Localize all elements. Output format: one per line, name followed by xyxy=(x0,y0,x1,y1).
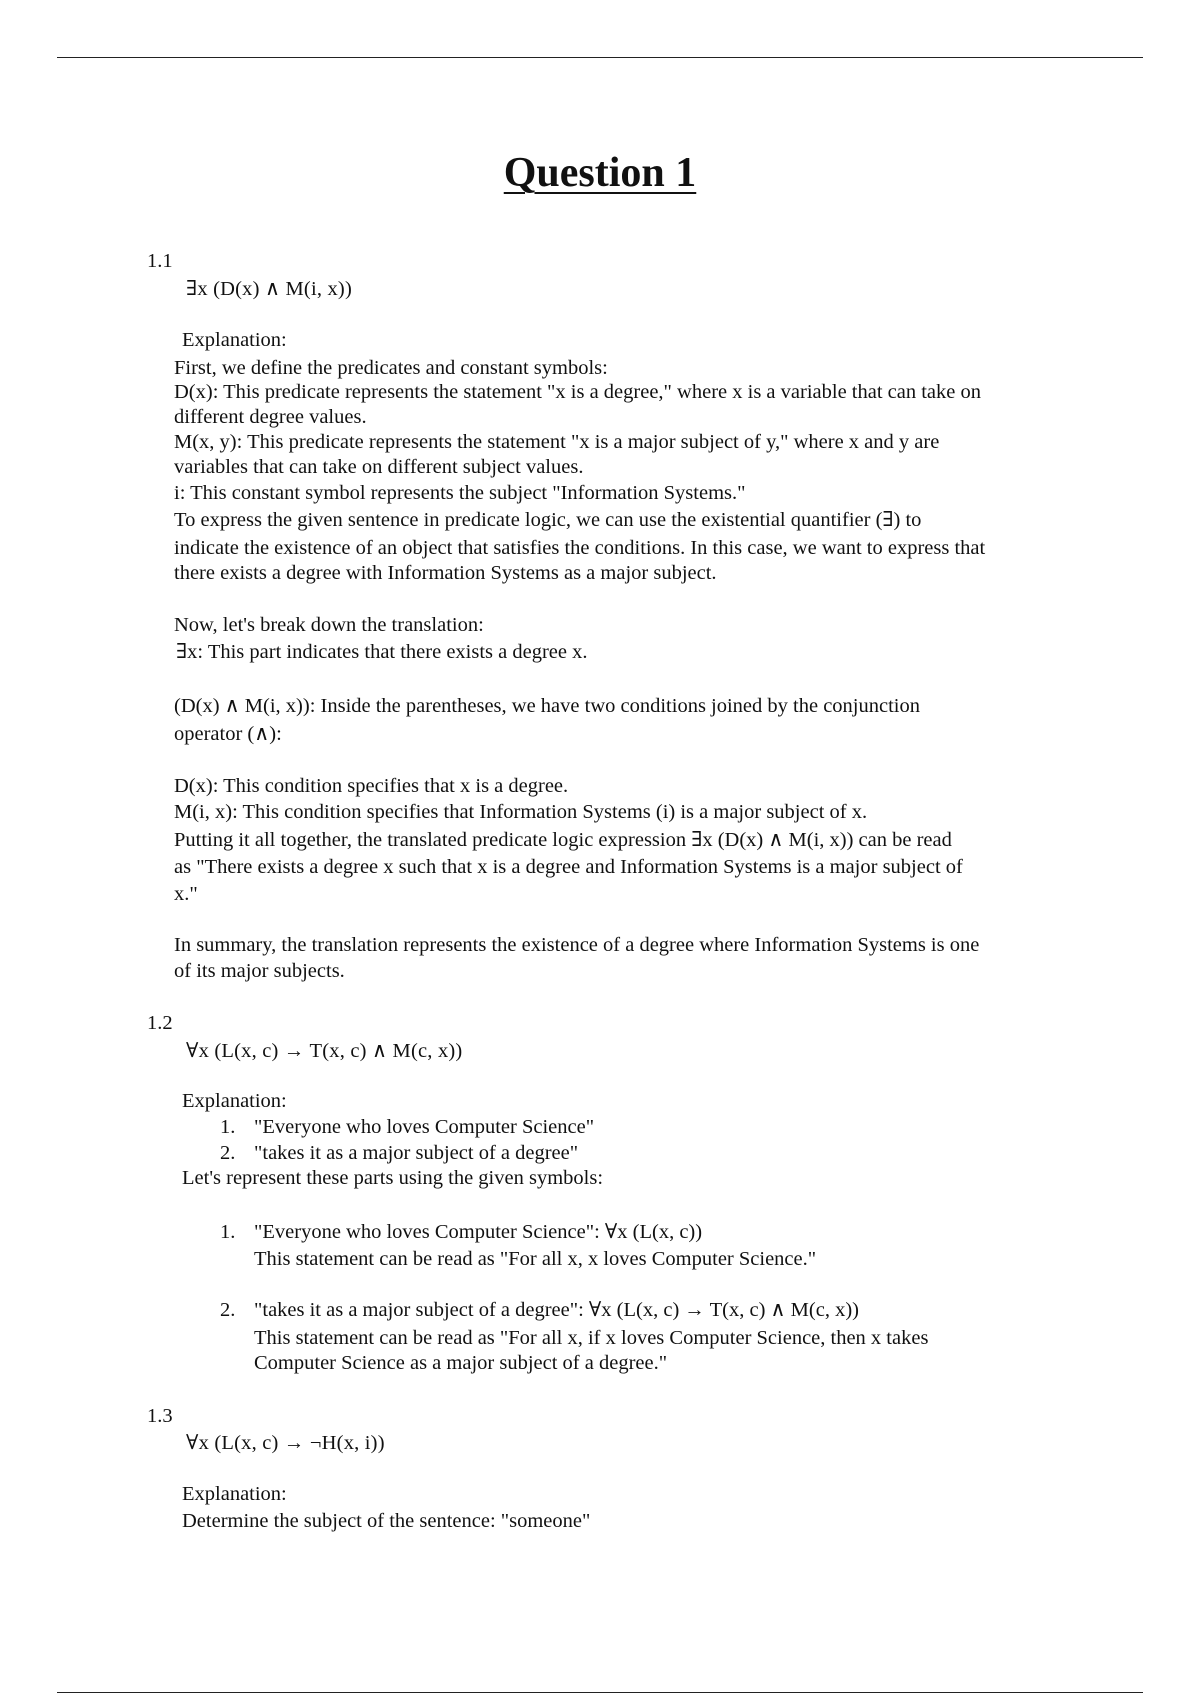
explanation-line: Determine the subject of the sentence: "someone" xyxy=(182,1510,591,1532)
question-number-1-1: 1.1 xyxy=(147,250,173,272)
explanation-line: In summary, the translation represents the existence of a degree where Information Systems is one xyxy=(174,934,980,956)
formula-1-2: ∀x (L(x, c) → T(x, c) ∧ M(c, x)) xyxy=(186,1040,463,1062)
explanation-line: there exists a degree with Information Systems as a major subject. xyxy=(174,562,717,584)
explanation-line: M(i, x): This condition specifies that Information Systems (i) is a major subject of x. xyxy=(174,801,868,823)
list-item: "takes it as a major subject of a degree" xyxy=(254,1142,579,1164)
list-item: "Everyone who loves Computer Science" xyxy=(254,1116,595,1138)
header-rule xyxy=(57,57,1143,58)
explanation-line: D(x): This condition specifies that x is a degree. xyxy=(174,775,569,797)
list-number: 2. xyxy=(220,1142,236,1164)
explanation-line: as "There exists a degree x such that x is a degree and Information Systems is a major subject of xyxy=(174,856,963,878)
explanation-line: x." xyxy=(174,883,198,905)
explanation-line: of its major subjects. xyxy=(174,960,345,982)
explanation-line: Putting it all together, the translated predicate logic expression ∃x (D(x) ∧ M(i, x)) can be read xyxy=(174,829,952,851)
explanation-line: indicate the existence of an object that satisfies the conditions. In this case, we want to express that xyxy=(174,537,986,559)
footer-rule xyxy=(57,1692,1143,1693)
explanation-line: D(x): This predicate represents the statement "x is a degree," where x is a variable that can take on xyxy=(174,381,981,403)
list-item: "takes it as a major subject of a degree": ∀x (L(x, c) → T(x, c) ∧ M(c, x)) xyxy=(254,1299,859,1321)
list-item-detail: Computer Science as a major subject of a degree." xyxy=(254,1352,668,1374)
list-number: 2. xyxy=(220,1299,236,1321)
formula-1-3: ∀x (L(x, c) → ¬H(x, i)) xyxy=(186,1432,385,1454)
list-number: 1. xyxy=(220,1221,236,1243)
question-number-1-3: 1.3 xyxy=(147,1405,173,1427)
explanation-label-1-2: Explanation: xyxy=(182,1090,287,1112)
list-item-detail: This statement can be read as "For all x, x loves Computer Science." xyxy=(254,1248,817,1270)
question-number-1-2: 1.2 xyxy=(147,1012,173,1034)
explanation-line: Let's represent these parts using the given symbols: xyxy=(182,1167,604,1189)
explanation-line: M(x, y): This predicate represents the statement "x is a major subject of y," where x and y are xyxy=(174,431,940,453)
explanation-line: First, we define the predicates and constant symbols: xyxy=(174,357,608,379)
explanation-line: Now, let's break down the translation: xyxy=(174,614,484,636)
explanation-label-1-1: Explanation: xyxy=(182,329,287,351)
page-title: Question 1 xyxy=(503,150,697,196)
explanation-line: different degree values. xyxy=(174,406,367,428)
explanation-line: i: This constant symbol represents the subject "Information Systems." xyxy=(174,482,746,504)
explanation-label-1-3: Explanation: xyxy=(182,1483,287,1505)
list-item: "Everyone who loves Computer Science": ∀x (L(x, c)) xyxy=(254,1221,703,1243)
explanation-line: operator (∧): xyxy=(174,723,282,745)
formula-1-1: ∃x (D(x) ∧ M(i, x)) xyxy=(186,278,352,300)
list-item-detail: This statement can be read as "For all x, if x loves Computer Science, then x takes xyxy=(254,1327,929,1349)
explanation-line: (D(x) ∧ M(i, x)): Inside the parentheses, we have two conditions joined by the conjunction xyxy=(174,695,920,717)
explanation-line: variables that can take on different subject values. xyxy=(174,456,584,478)
list-number: 1. xyxy=(220,1116,236,1138)
explanation-line: ∃x: This part indicates that there exists a degree x. xyxy=(176,641,588,663)
explanation-line: To express the given sentence in predicate logic, we can use the existential quantifier (∃) to xyxy=(174,509,922,531)
